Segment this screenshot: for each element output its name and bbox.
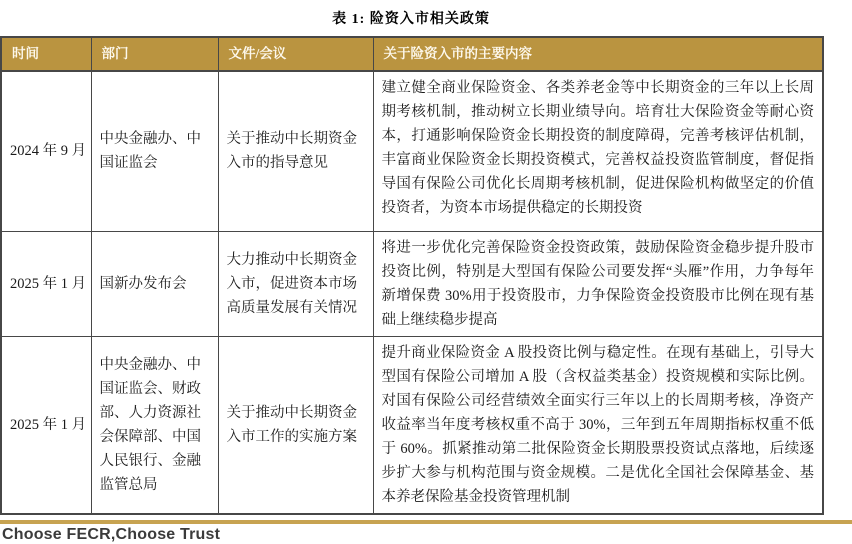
cell-dept: 中央金融办、中国证监会 [91, 71, 218, 231]
cell-doc: 关于推动中长期资金入市的指导意见 [218, 71, 373, 231]
cell-time: 2024 年 9 月 [1, 71, 91, 231]
table-row [1, 71, 823, 231]
header-row [1, 37, 823, 71]
cell-time: 2025 年 1 月 [1, 336, 91, 514]
header-doc: 文件/会议 [218, 37, 373, 71]
table-row [1, 231, 823, 336]
cell-time: 2025 年 1 月 [1, 231, 91, 336]
table-title: 表 1: 险资入市相关政策 [332, 12, 490, 27]
header-dept: 部门 [91, 37, 218, 71]
cell-doc: 关于推动中长期资金入市工作的实施方案 [218, 336, 373, 514]
footer-slogan: Choose FECR,Choose Trust [2, 525, 221, 543]
table-row [1, 336, 823, 514]
cell-doc: 大力推动中长期资金入市，促进资本市场高质量发展有关情况 [218, 231, 373, 336]
cell-dept: 国新办发布会 [91, 231, 218, 336]
header-time: 时间 [1, 37, 91, 71]
policy-table [0, 36, 824, 515]
cell-content: 建立健全商业保险资金、各类养老金等中长期资金的三年以上长周期考核机制，推动树立长期业绩导向。培育壮大保险资金等耐心资本，打通影响保险资金长期投资的制度障碍，完善考核评估机制，丰富商业保险资金长期投资模式，完善权益投资监管制度，督促指导国有保险公司优化长周期考核机制，促进保险机构做坚定的价值投资者，为资本市场提供稳定的长期投资 [373, 71, 823, 231]
cell-content: 将进一步优化完善保险资金投资政策，鼓励保险资金稳步提升股市投资比例，特别是大型国有保险公司要发挥“头雁”作用，力争每年新增保费 30%用于投资股市，力争保险资金投资股市比例在现有基础上继续稳步提高 [373, 231, 823, 336]
header-content: 关于险资入市的主要内容 [373, 37, 823, 71]
cell-content: 提升商业保险资金 A 股投资比例与稳定性。在现有基础上，引导大型国有保险公司增加 A 股（含权益类基金）投资规模和实际比例。对国有保险公司经营绩效全面实行三年以上的长周期考核，净资产收益率当年度考核权重不高于 30%，三年到五年周期指标权重不低于 60%。抓紧推动第二批保险资金长期股票投资试点落地，后续逐步扩大参与机构范围与资金规模。二是优化全国社会保障基金、基本养老保险基金投资管理机制 [373, 336, 823, 514]
cell-dept: 中央金融办、中国证监会、财政部、人力资源社会保障部、中国人民银行、金融监管总局 [91, 336, 218, 514]
